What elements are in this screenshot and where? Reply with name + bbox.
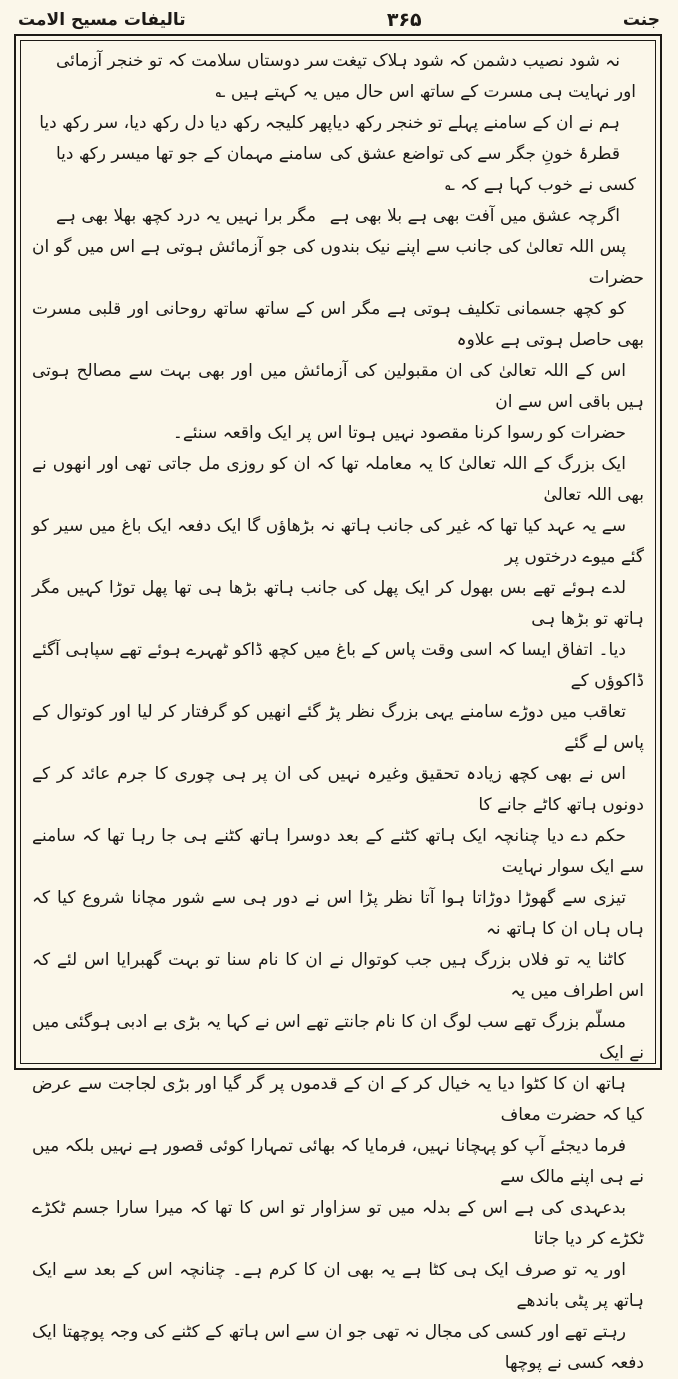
verse-second-half: پھر کلیجہ رکھ دیا دل رکھ دیا، سر رکھ دیا (39, 113, 333, 133)
text-line: کاٹنا یہ تو فلاں بزرگ ہیں جب کوتوال نے ان کا نام سنا تو بہت گھبرایا اس لئے کہ اس اطراف میں یہ (32, 950, 644, 1001)
verse-couplet-1 (32, 46, 644, 77)
paragraph-2 (32, 449, 644, 1379)
text-line: حکم دے دیا چنانچہ ایک ہاتھ کٹنے کے بعد دوسرا ہاتھ کٹنے ہی جا رہا تھا کہ سامنے سے ایک سوار نہایت (32, 826, 644, 877)
text-line: رہتے تھے اور کسی کی مجال نہ تھی جو ان سے اس ہاتھ کے کٹنے کی وجہ پوچھتا ایک دفعہ کسی نے پوچھا (32, 1322, 644, 1373)
intro-line-2: کسی نے خوب کہا ہے کہ ؎ (444, 175, 636, 195)
intro-line-1: اور نہایت ہی مسرت کے ساتھ اس حال میں یہ کہتے ہیں ؎ (215, 82, 636, 102)
text-line: دیا۔ اتفاق ایسا کہ اسی وقت پاس کے باغ میں کچھ ڈاکو ٹھہرے ہوئے تھے سپاہی آگئے ڈاکوؤں کے (32, 640, 644, 691)
section-label: جنت (622, 10, 660, 30)
verse-couplet-4 (32, 201, 644, 232)
text-line: اس کے اللہ تعالیٰ کی ان مقبولین کی آزمائش میں اور بھی بہت سے مصالح ہوتی ہیں باقی اس سے ان (32, 361, 644, 412)
text-line: تیزی سے گھوڑا دوڑاتا ہوا آتا نظر پڑا اس نے دور ہی سے شور مچانا شروع کیا کہ ہاں ہاں ان کا ہاتھ نہ (32, 888, 644, 939)
text-line: فرما دیجئے آپ کو پہچانا نہیں، فرمایا کہ بھائی تمہارا کوئی قصور ہے نہیں بلکہ میں نے ہی اپنے مالک سے (32, 1136, 644, 1187)
text-line: سے یہ عہد کیا تھا کہ غیر کی جانب ہاتھ نہ بڑھاؤں گا ایک دفعہ ایک باغ میں سیر کو گئے میوے درختوں پر (32, 516, 644, 567)
text-line: بدعہدی کی ہے اس کے بدلہ میں تو سزاوار تو اس کا تھا کہ میرا سارا جسم ٹکڑے ٹکڑے کر دیا جاتا (32, 1198, 644, 1249)
verse-first-half: اگرچہ عشق میں آفت بھی ہے بلا بھی ہے (329, 206, 620, 226)
verse-couplet-3 (32, 139, 644, 170)
text-line: اس نے بھی کچھ زیادہ تحقیق وغیرہ نہیں کی ان پر ہی چوری کا جرم عائد کر کے دونوں ہاتھ کاٹے جانے کا (32, 764, 644, 815)
book-title: تالیفات مسیح الامت (18, 10, 186, 30)
page-number: ۳۶۵ (386, 9, 422, 31)
verse-second-half: سر دوستاں سلامت کہ تو خنجر آزمائی (56, 51, 329, 71)
text-line: مسلّم بزرگ تھے سب لوگ ان کا نام جانتے تھے اس نے کہا یہ بڑی بے ادبی ہوگئی میں نے ایک (32, 1012, 644, 1063)
text-line: اور یہ تو صرف ایک ہی کٹا ہے یہ بھی ان کا کرم ہے۔ چنانچہ اس کے بعد سے ایک ہاتھ پر پٹی باندھے (32, 1260, 644, 1311)
text-line: پس اللہ تعالیٰ کی جانب سے اپنے نیک بندوں کی جو آزمائش ہوتی ہے اس میں گو ان حضرات (32, 237, 644, 288)
paragraph-1 (32, 232, 644, 449)
verse-first-half: قطرۂ خونِ جگر سے کی تواضع عشق کی (329, 144, 620, 164)
text-line: کو کچھ جسمانی تکلیف ہوتی ہے مگر اس کے ساتھ ساتھ روحانی اور قلبی مسرت بھی حاصل ہوتی ہے علاوہ (32, 299, 644, 350)
verse-first-half: ہم نے ان کے سامنے پہلے تو خنجر رکھ دیا (332, 113, 620, 133)
verse-second-half: مگر برا نہیں یہ درد کچھ بھلا بھی ہے (56, 206, 316, 226)
page-header (18, 6, 660, 34)
verse-first-half: نہ شود نصیب دشمن کہ شود ہلاک تیغت (332, 51, 620, 71)
text-line: ایک بزرگ کے اللہ تعالیٰ کا یہ معاملہ تھا کہ ان کو روزی مل جاتی تھی اور انھوں نے بھی اللہ تعالیٰ (32, 454, 644, 505)
page-body (32, 46, 644, 1379)
text-line: ہاتھ ان کا کٹوا دیا یہ خیال کر کے ان کے قدموں پر گر گیا اور بڑی لجاجت سے عرض کیا کہ حضرت معاف (32, 1074, 644, 1125)
verse-second-half: سامنے مہمان کے جو تھا میسر رکھ دیا (56, 144, 323, 164)
verse-couplet-2 (32, 108, 644, 139)
text-line: لدے ہوئے تھے بس بھول کر ایک پھل کی جانب ہاتھ بڑھا ہی تھا پھل توڑا کہیں مگر ہاتھ تو بڑھا ہی (32, 578, 644, 629)
text-line: تعاقب میں دوڑے سامنے یہی بزرگ نظر پڑ گئے انھیں کو گرفتار کر لیا اور کوتوال کے پاس لے گئے (32, 702, 644, 753)
text-line: حضرات کو رسوا کرنا مقصود نہیں ہوتا اس پر ایک واقعہ سنئے۔ (172, 423, 626, 443)
